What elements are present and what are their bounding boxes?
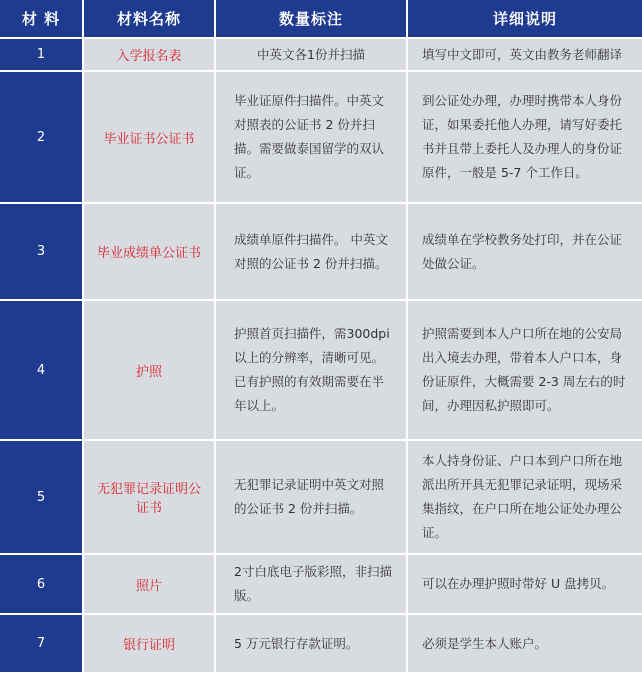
material-quantity: 成绩单原件扫描件。 中英文对照的公证书 2 份并扫描。 (216, 204, 406, 299)
table-row (0, 615, 642, 672)
header-quantity: 数量标注 (216, 0, 406, 37)
material-name: 毕业证书公证书 (84, 72, 214, 202)
material-name: 入学报名表 (84, 39, 214, 70)
material-quantity: 无犯罪记录证明中英文对照的公证书 2 份并扫描。 (216, 441, 406, 553)
table-header (0, 0, 642, 37)
row-number: 4 (0, 301, 82, 439)
material-quantity: 5 万元银行存款证明。 (216, 615, 406, 672)
material-details: 到公证处办理，办理时携带本人身份证，如果委托他人办理，请写好委托书并且带上委托人及办理人的身份证原件，一般是 5-7 个工作日。 (408, 72, 642, 202)
row-number: 5 (0, 441, 82, 553)
material-details: 填写中文即可，英文由教务老师翻译 (408, 39, 642, 70)
material-name: 护照 (84, 301, 214, 439)
material-quantity: 毕业证原件扫描件。中英文对照表的公证书 2 份并扫描。需要做泰国留学的双认证。 (216, 72, 406, 202)
material-name: 毕业成绩单公证书 (84, 204, 214, 299)
row-number: 6 (0, 555, 82, 613)
material-name: 银行证明 (84, 615, 214, 672)
table-row (0, 301, 642, 439)
table-row (0, 204, 642, 299)
material-details: 成绩单在学校教务处打印，并在公证处做公证。 (408, 204, 642, 299)
table-row (0, 72, 642, 202)
material-details: 必须是学生本人账户。 (408, 615, 642, 672)
table-row (0, 39, 642, 70)
material-quantity: 2寸白底电子版彩照，非扫描版。 (216, 555, 406, 613)
header-material-name: 材料名称 (84, 0, 214, 37)
material-details: 本人持身份证、户口本到户口所在地派出所开具无犯罪记录证明，现场采集指纹，在户口所在地公证处办理公证。 (408, 441, 642, 553)
row-number: 7 (0, 615, 82, 672)
row-number: 3 (0, 204, 82, 299)
table-row (0, 555, 642, 613)
material-quantity: 护照首页扫描件，需300dpi以上的分辨率，清晰可见。已有护照的有效期需要在半年以上。 (216, 301, 406, 439)
table-row (0, 441, 642, 553)
row-number: 2 (0, 72, 82, 202)
header-details: 详细说明 (408, 0, 642, 37)
material-name: 照片 (84, 555, 214, 613)
material-name: 无犯罪记录证明公证书 (84, 441, 214, 553)
material-quantity: 中英文各1份并扫描 (216, 39, 406, 70)
header-materials: 材 料 (0, 0, 82, 37)
material-details: 护照需要到本人户口所在地的公安局出入境去办理，带着本人户口本，身份证原件，大概需要 2-3 周左右的时间，办理因私护照即可。 (408, 301, 642, 439)
row-number: 1 (0, 39, 82, 70)
material-details: 可以在办理护照时带好 U 盘拷贝。 (408, 555, 642, 613)
